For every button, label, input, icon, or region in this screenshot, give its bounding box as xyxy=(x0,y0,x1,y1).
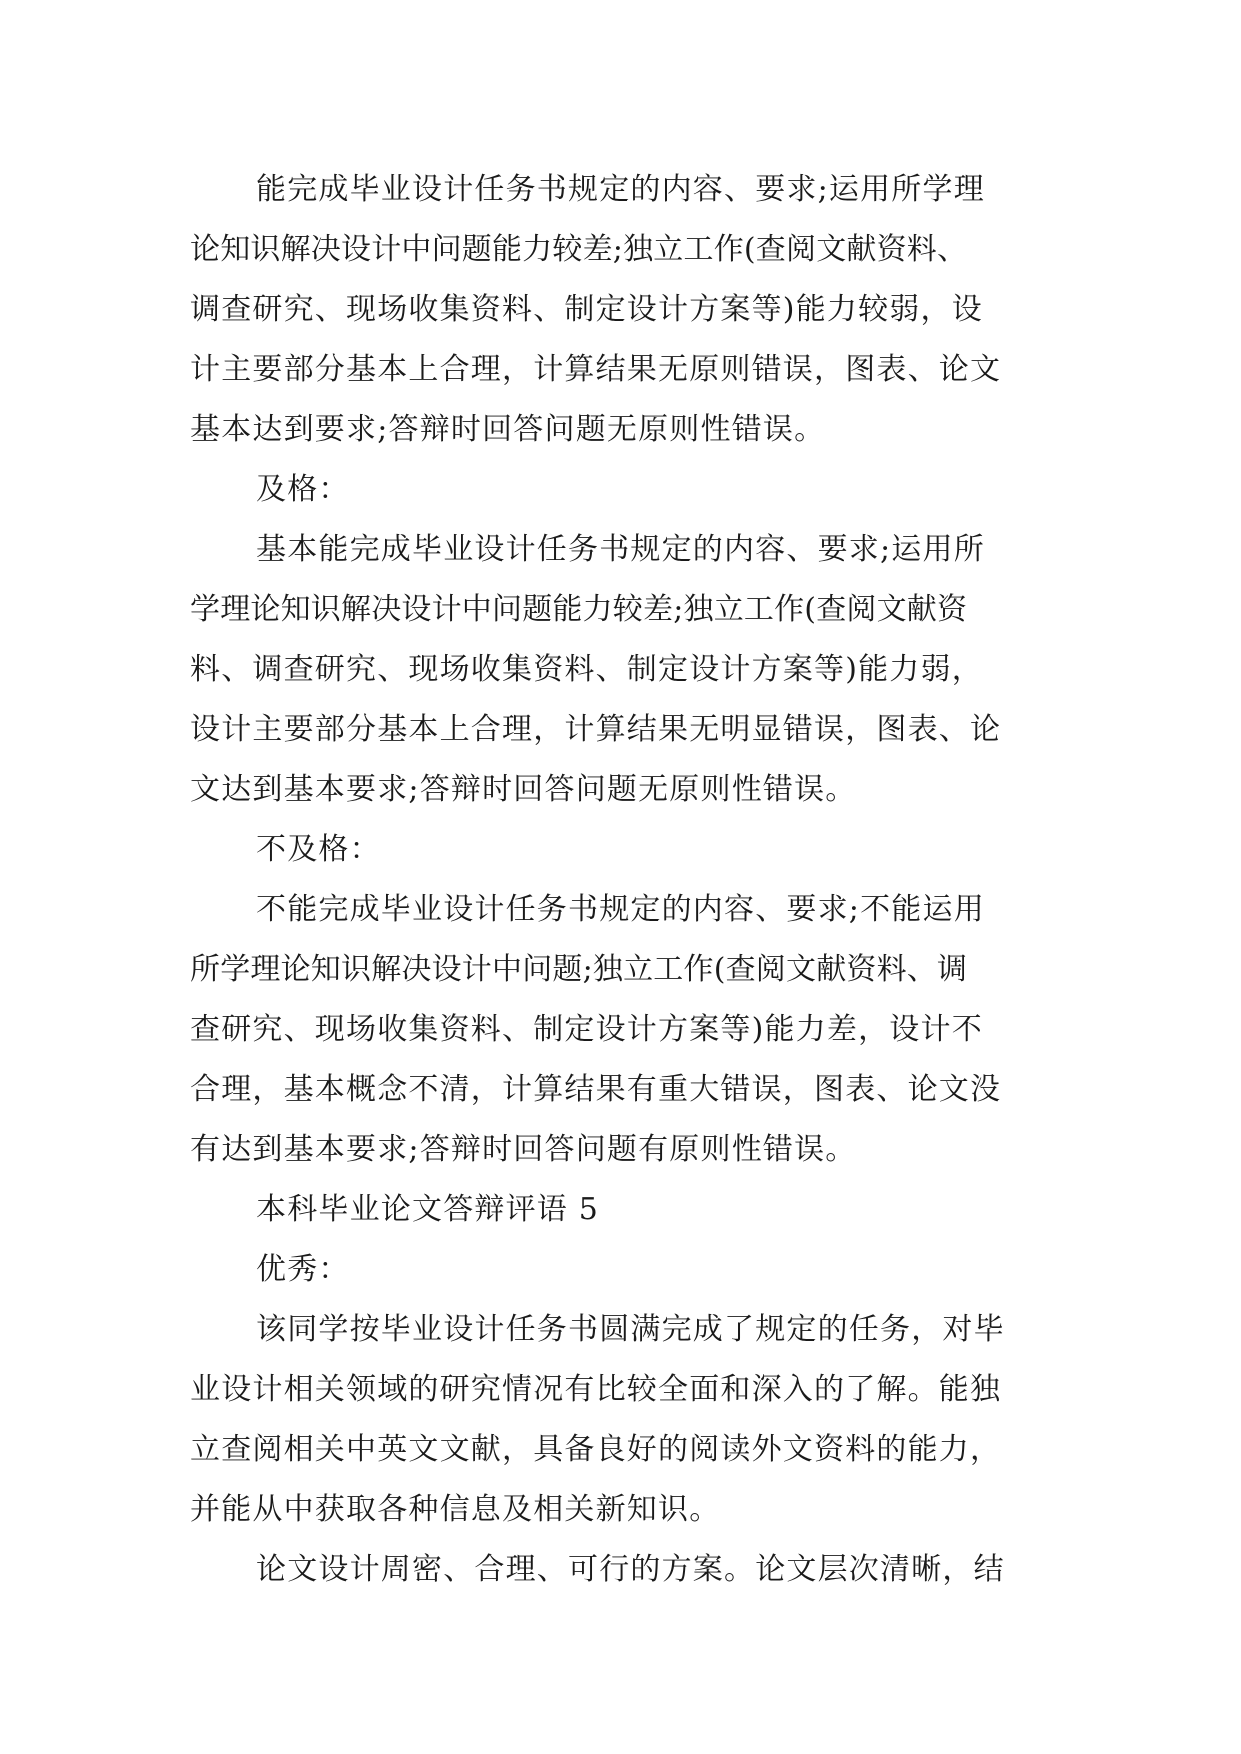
text-line: 调查研究、现场收集资料、制定设计方案等)能力较弱，设 xyxy=(190,292,983,327)
text-line: 该同学按毕业设计任务书圆满完成了规定的任务，对毕 xyxy=(256,1312,1005,1347)
text-line: 计主要部分基本上合理，计算结果无原则错误，图表、论文 xyxy=(190,352,1002,387)
paragraph-fail xyxy=(190,880,1060,1180)
text-line: 不能完成毕业设计任务书规定的内容、要求;不能运用 xyxy=(256,892,985,927)
text-line: 基本达到要求;答辩时回答问题无原则性错误。 xyxy=(190,412,826,447)
text-line: 能完成毕业设计任务书规定的内容、要求;运用所学理 xyxy=(256,172,985,207)
heading-fail: 不及格： xyxy=(256,832,381,867)
text-line: 论文设计周密、合理、可行的方案。论文层次清晰，结 xyxy=(256,1552,1005,1587)
text-line: 有达到基本要求;答辩时回答问题有原则性错误。 xyxy=(190,1132,857,1167)
text-line: 合理，基本概念不清，计算结果有重大错误，图表、论文没 xyxy=(190,1072,1002,1107)
text-line: 学理论知识解决设计中问题能力较差;独立工作(查阅文献资 xyxy=(190,592,968,627)
paragraph-excellent xyxy=(190,1300,1060,1540)
document-body xyxy=(190,160,1060,1600)
heading-excellent: 优秀： xyxy=(256,1252,350,1287)
text-line: 论知识解决设计中问题能力较差;独立工作(查阅文献资料、 xyxy=(190,232,968,267)
text-line: 业设计相关领域的研究情况有比较全面和深入的了解。能独 xyxy=(190,1372,1002,1407)
text-line: 立查阅相关中英文文献，具备良好的阅读外文资料的能力， xyxy=(190,1432,1002,1467)
paragraph-pass-mid xyxy=(190,160,1060,460)
paragraph-pass xyxy=(190,520,1060,820)
text-line: 基本能完成毕业设计任务书规定的内容、要求;运用所 xyxy=(256,532,985,567)
heading-pass: 及格： xyxy=(256,472,350,507)
text-line: 文达到基本要求;答辩时回答问题无原则性错误。 xyxy=(190,772,857,807)
text-line: 并能从中获取各种信息及相关新知识。 xyxy=(190,1492,721,1527)
text-line: 设计主要部分基本上合理，计算结果无明显错误，图表、论 xyxy=(190,712,1002,747)
paragraph-thesis-design xyxy=(190,1540,1060,1600)
text-line: 所学理论知识解决设计中问题;独立工作(查阅文献资料、调 xyxy=(190,952,968,987)
section-title: 本科毕业论文答辩评语 5 xyxy=(256,1192,600,1227)
text-line: 料、调查研究、现场收集资料、制定设计方案等)能力弱， xyxy=(190,652,983,687)
text-line: 查研究、现场收集资料、制定设计方案等)能力差，设计不 xyxy=(190,1012,983,1047)
